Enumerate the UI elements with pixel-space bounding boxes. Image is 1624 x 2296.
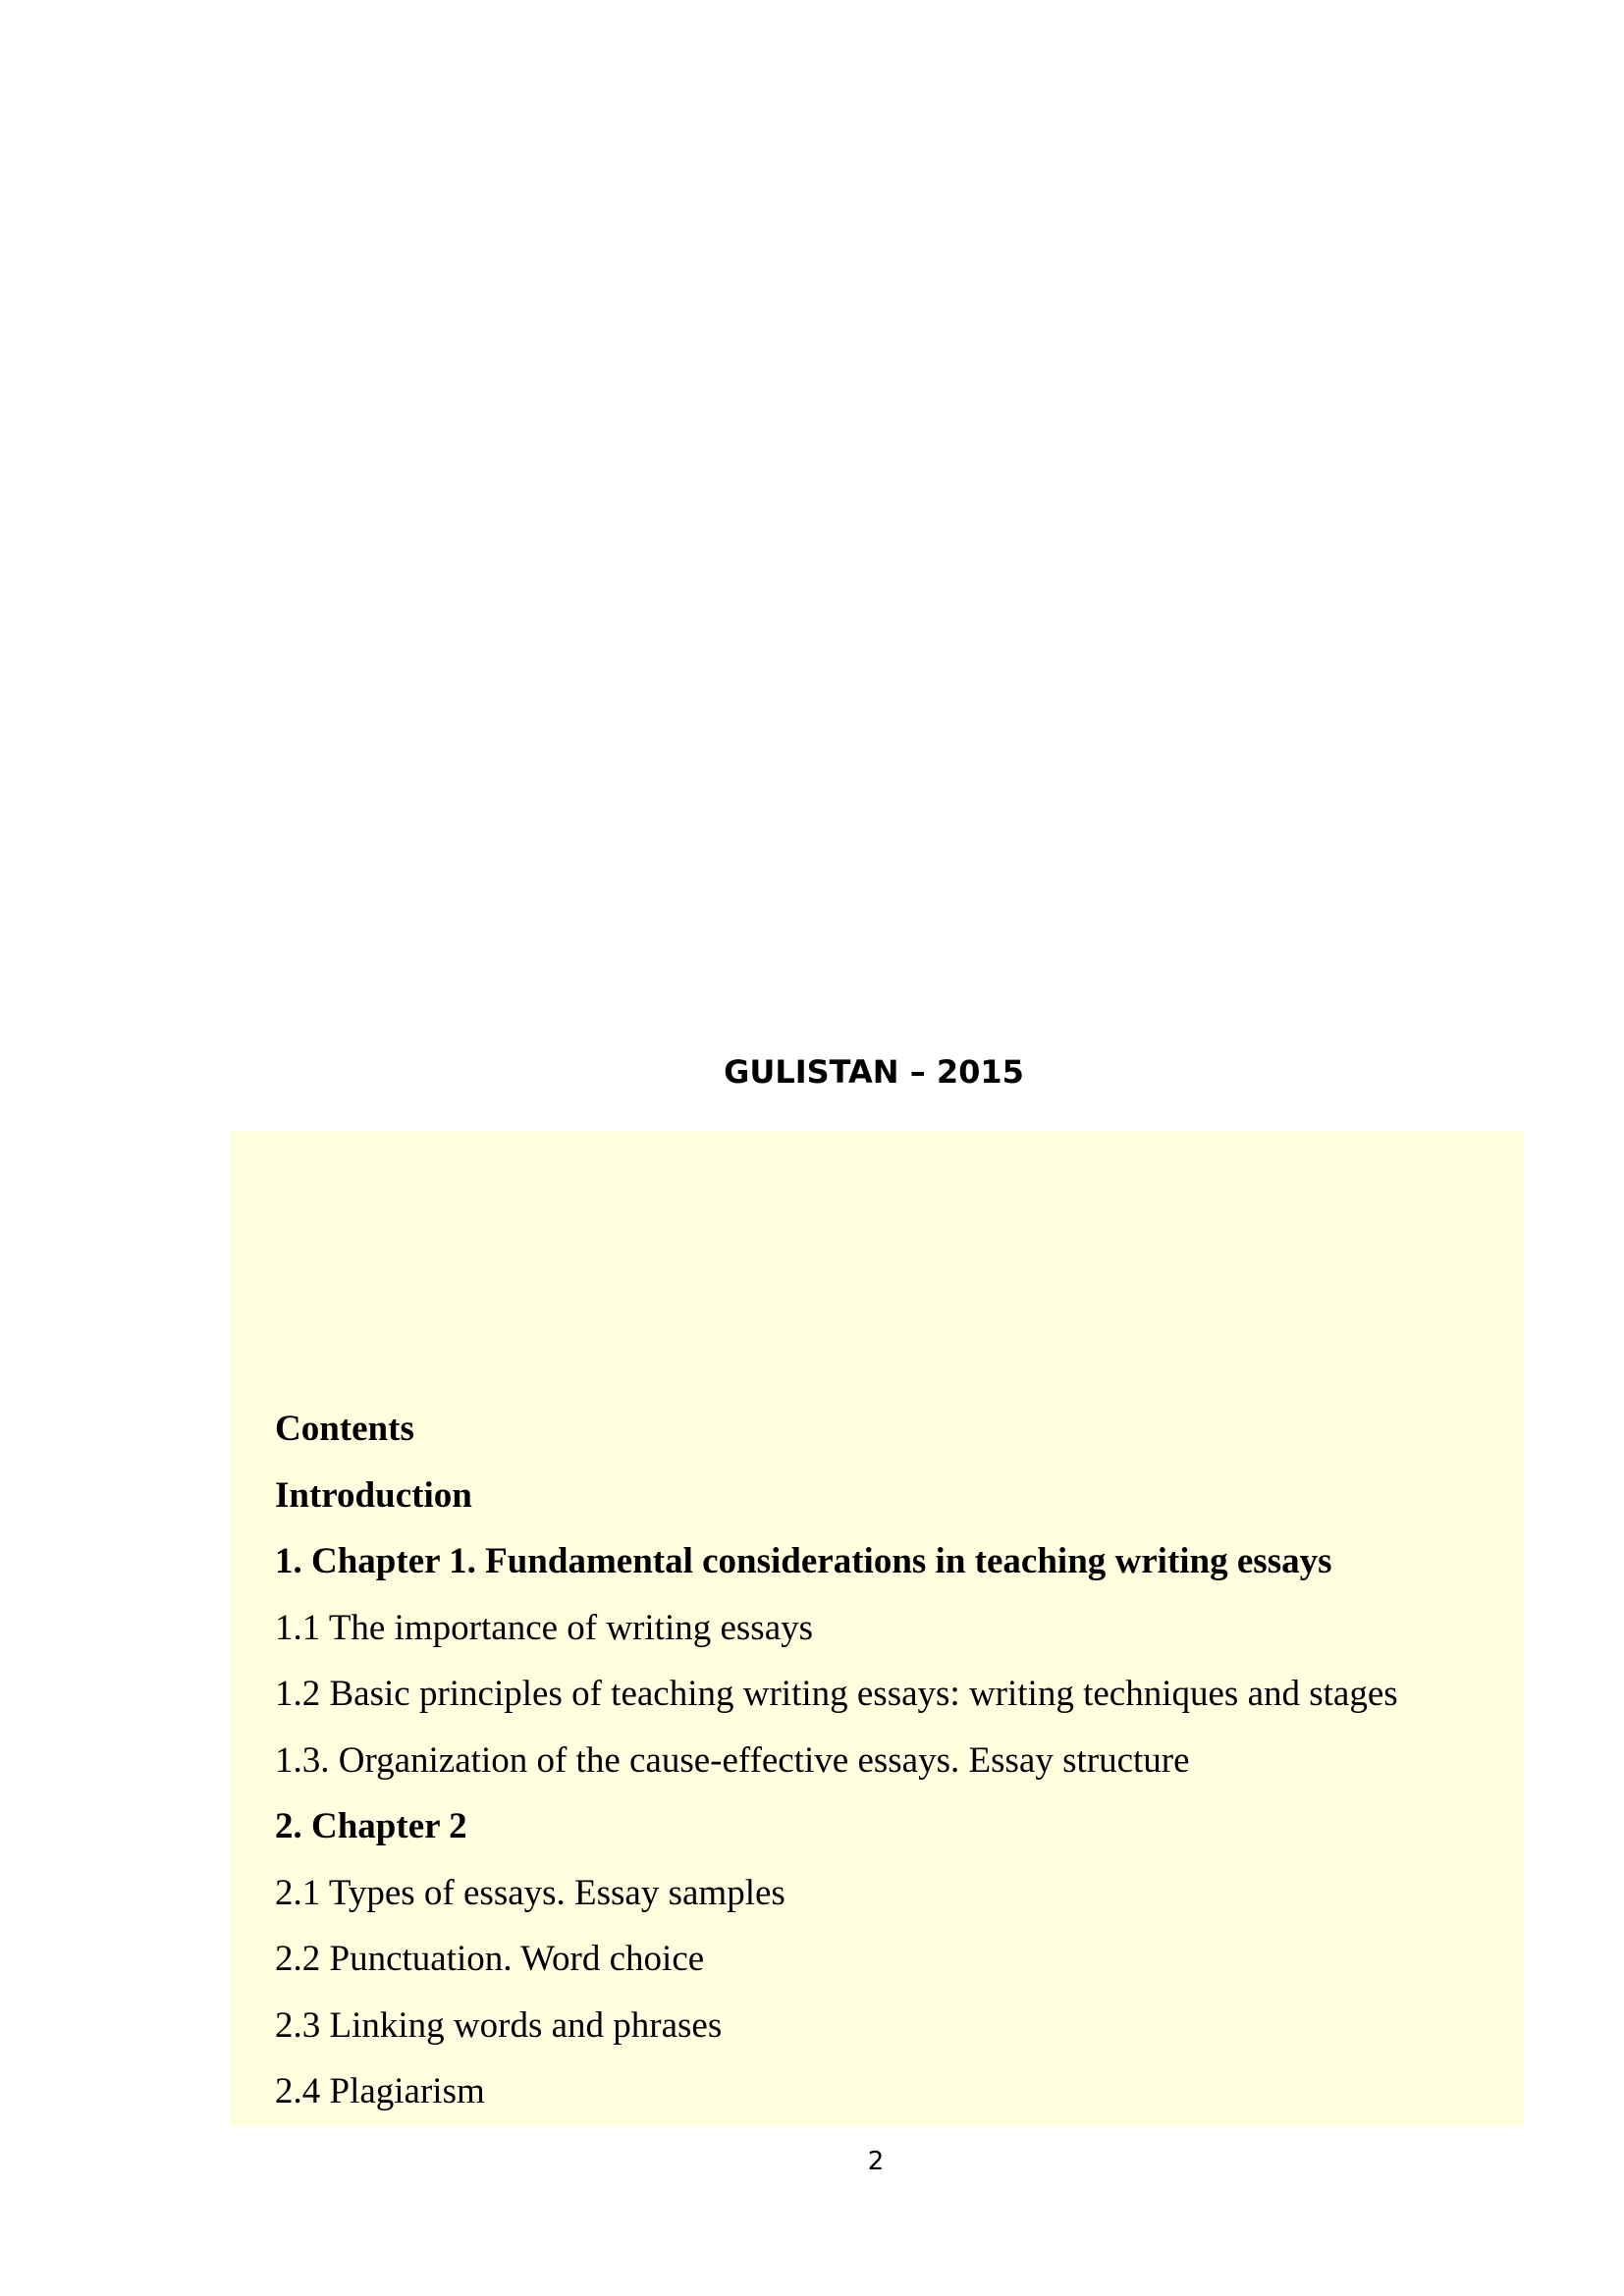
table-of-contents (230, 1131, 1524, 2126)
toc-item-2-1: 2.1 Types of essays. Essay samples (275, 1872, 785, 1913)
toc-title: Contents (275, 1409, 414, 1449)
toc-item-2-4: 2.4 Plagiarism (275, 2071, 485, 2111)
page-number: 2 (867, 2147, 885, 2176)
toc-item-1-2: 1.2 Basic principles of teaching writing essays: writing techniques and stages (275, 1674, 1398, 1714)
toc-item-chapter-1: 1. Chapter 1. Fundamental considerations in teaching writing essays (275, 1541, 1332, 1581)
toc-list (275, 1396, 1512, 2125)
city-year-heading: GULISTAN – 2015 (724, 1053, 1024, 1091)
toc-item-2-3: 2.3 Linking words and phrases (275, 2004, 723, 2046)
toc-item-chapter-2: 2. Chapter 2 (275, 1806, 467, 1846)
toc-item-1-3: 1.3. Organization of the cause-effective essays. Essay structure (275, 1739, 1190, 1781)
toc-item-introduction: Introduction (275, 1474, 472, 1516)
toc-item-1-1: 1.1 The importance of writing essays (275, 1607, 814, 1648)
toc-item-2-2: 2.2 Punctuation. Word choice (275, 1939, 705, 1979)
